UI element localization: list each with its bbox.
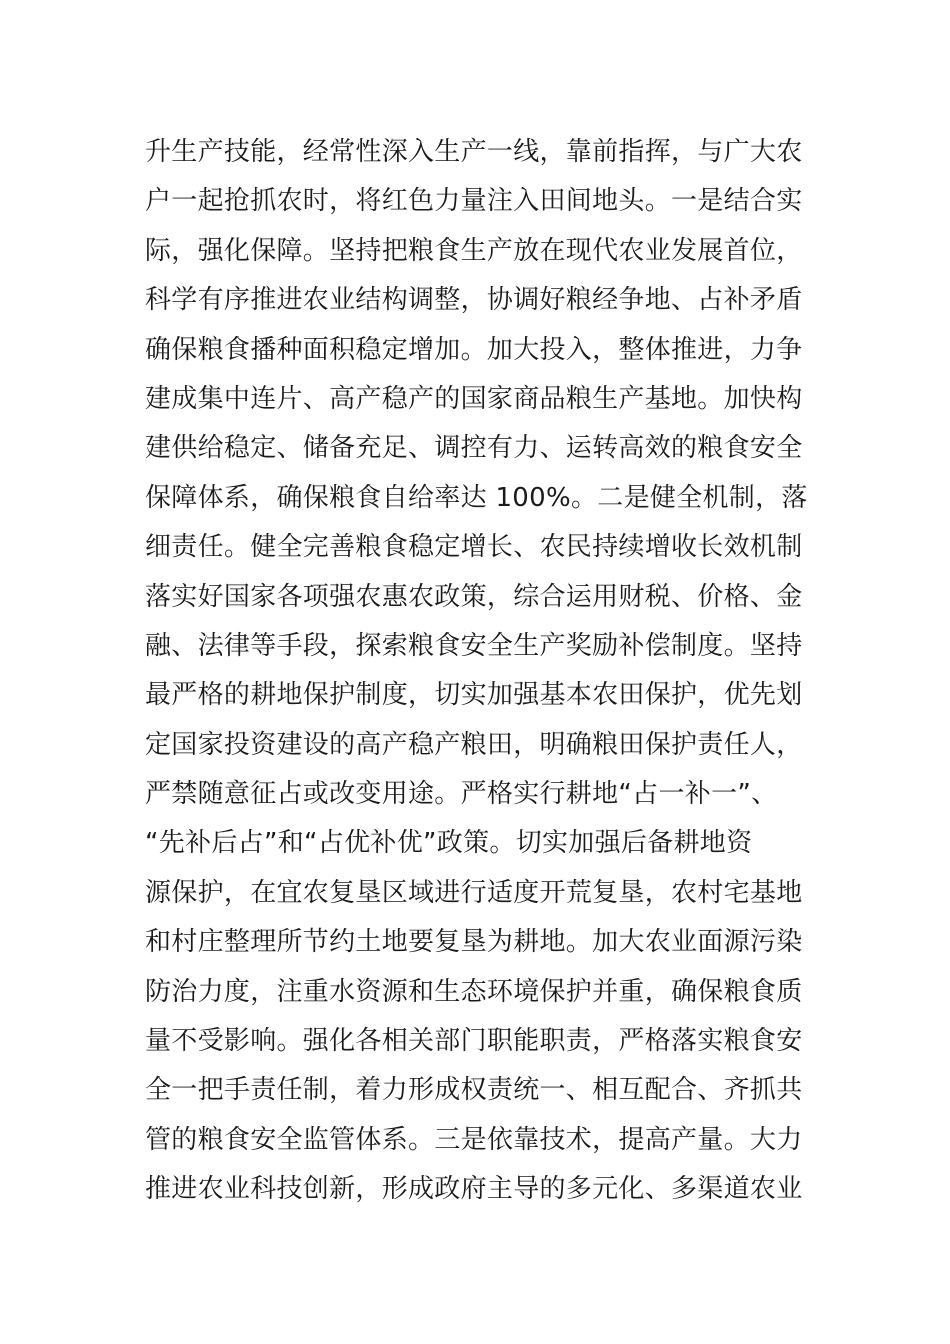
body-paragraph — [145, 128, 815, 1215]
text-line: 建成集中连片、高产稳产的国家商品粮生产基地。加快构 — [145, 383, 803, 414]
text-line: 升生产技能，经常性深入生产一线，靠前指挥，与广大农 — [145, 137, 803, 167]
text-line: 定国家投资建设的高产稳产粮田，明确粮田保护责任人， — [145, 729, 803, 760]
text-line: 量不受影响。强化各相关部门职能职责，严格落实粮食安 — [145, 1026, 803, 1057]
text-line: 防治力度，注重水资源和生态环境保护并重，确保粮食质 — [145, 976, 803, 1007]
text-line: 建供给稳定、储备充足、调控有力、运转高效的粮食安全 — [145, 433, 803, 464]
text-line: 际，强化保障。坚持把粮食生产放在现代农业发展首位， — [145, 235, 803, 266]
text-line: 细责任。健全完善粮食稳定增长、农民持续增收长效机制 — [145, 532, 803, 563]
text-line: “先补后占”和“占优补优”政策。切实加强后备耕地资 — [145, 828, 753, 859]
text-line: 源保护，在宜农复垦区域进行适度开荒复垦，农村宅基地 — [145, 877, 803, 908]
text-line: 严禁随意征占或改变用途。严格实行耕地“占一补一”、 — [145, 779, 778, 810]
text-line: 保障体系，确保粮食自给率达 100%。二是健全机制，落 — [145, 482, 808, 513]
text-line: 科学有序推进农业结构调整，协调好粮经争地、占补矛盾 — [145, 285, 803, 316]
text-line: 最严格的耕地保护制度，切实加强基本农田保护，优先划 — [145, 680, 803, 711]
text-line: 和村庄整理所节约土地要复垦为耕地。加大农业面源污染 — [145, 927, 803, 958]
text-line: 户一起抢抓农时，将红色力量注入田间地头。一是结合实 — [145, 186, 803, 217]
text-line: 管的粮食安全监管体系。三是依靠技术，提高产量。大力 — [145, 1124, 803, 1155]
text-line: 确保粮食播种面积稳定增加。加大投入，整体推进，力争 — [145, 334, 803, 365]
text-line: 融、法律等手段，探索粮食安全生产奖励补偿制度。坚持 — [145, 630, 803, 661]
text-line: 全一把手责任制，着力形成权责统一、相互配合、齐抓共 — [145, 1075, 803, 1106]
text-line: 落实好国家各项强农惠农政策，综合运用财税、价格、金 — [145, 581, 803, 612]
text-line: 推进农业科技创新，形成政府主导的多元化、多渠道农业 — [145, 1174, 803, 1205]
